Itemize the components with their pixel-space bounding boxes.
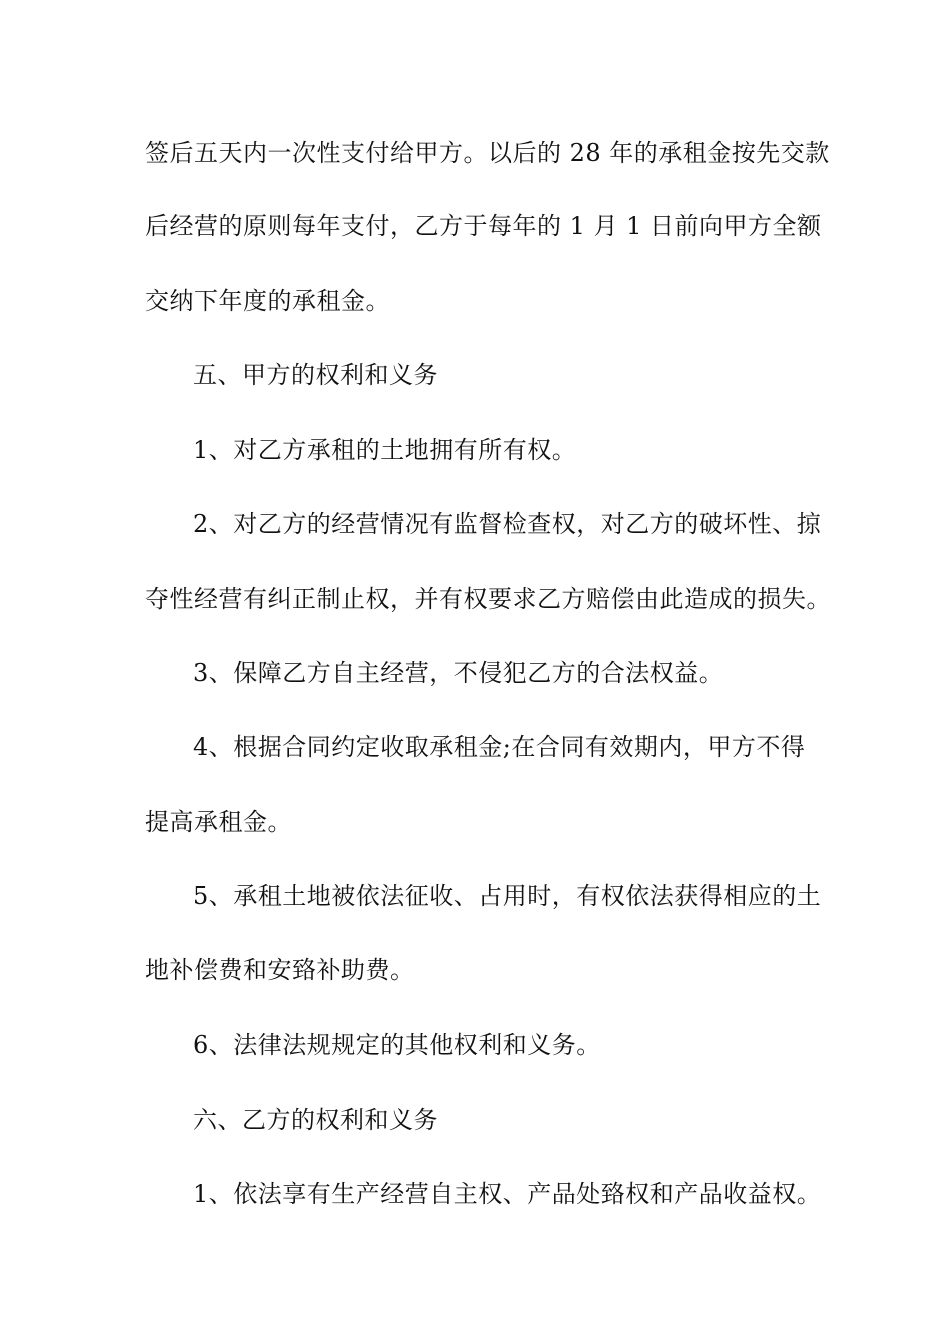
section-heading: 六、乙方的权利和义务 [193,1106,438,1134]
paragraph-line: 后经营的原则每年支付，乙方于每年的 1 月 1 日前向甲方全额 [145,212,822,240]
list-item: 6、法律法规规定的其他权利和义务。 [193,1031,601,1059]
section-heading: 五、甲方的权利和义务 [193,361,438,389]
list-item: 1、依法享有生产经营自主权、产品处臵权和产品收益权。 [193,1180,822,1208]
list-item: 4、根据合同约定收取承租金;在合同有效期内，甲方不得 [193,733,806,761]
paragraph-line: 交纳下年度的承租金。 [145,287,390,315]
list-item: 3、保障乙方自主经营，不侵犯乙方的合法权益。 [193,659,724,687]
paragraph-line: 提高承租金。 [145,808,292,836]
paragraph-line: 签后五天内一次性支付给甲方。以后的 28 年的承租金按先交款 [145,139,830,167]
list-item: 5、承租土地被依法征收、占用时，有权依法获得相应的土 [193,882,822,910]
paragraph-line: 夺性经营有纠正制止权，并有权要求乙方赔偿由此造成的损失。 [145,585,831,613]
paragraph-line: 地补偿费和安臵补助费。 [145,956,415,984]
list-item: 2、对乙方的经营情况有监督检查权，对乙方的破坏性、掠 [193,510,822,538]
list-item: 1、对乙方承租的土地拥有所有权。 [193,436,577,464]
